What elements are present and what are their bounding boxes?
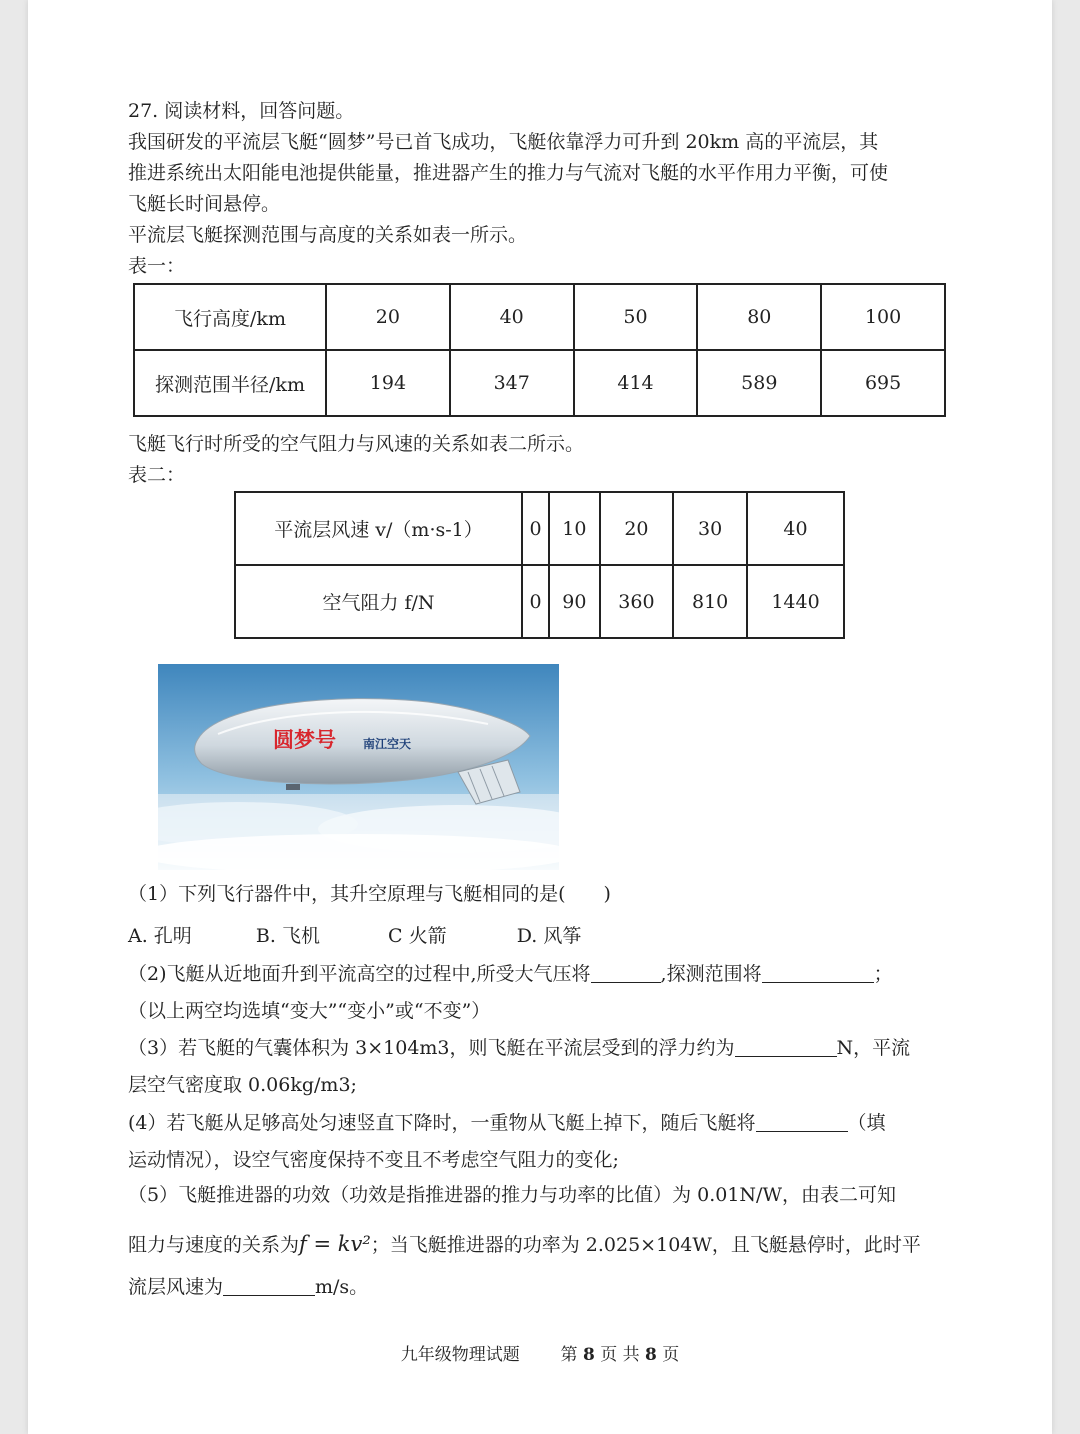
table-cell: 414 xyxy=(574,350,698,416)
table-cell: 0 xyxy=(522,492,549,565)
footer-page-suffix: 页 xyxy=(662,1345,680,1365)
question-5-line-1: （5）飞艇推进器的功效（功效是指推进器的推力与功率的比值）为 0.01N/W，由表二可知 xyxy=(128,1184,896,1206)
question-3-line-2: 层空气密度取 0.06kg/m3; xyxy=(128,1074,357,1096)
question-3 xyxy=(128,1033,910,1064)
question-2 xyxy=(128,959,893,990)
table-row xyxy=(134,350,945,416)
table-wind-resistance xyxy=(234,491,845,639)
question-5-text-d: m/s。 xyxy=(315,1276,369,1298)
question-3-text-a: （3）若飞艇的气囊体积为 3×104m3，则飞艇在平流层受到的浮力约为 xyxy=(128,1037,735,1059)
formula: f = kv² xyxy=(299,1232,371,1256)
table-cell: 194 xyxy=(326,350,450,416)
table-cell: 695 xyxy=(821,350,945,416)
ship-name-text: 圆梦号 xyxy=(273,728,336,752)
question-4-text-b: （填 xyxy=(847,1112,886,1134)
material-line-3: 飞艇长时间悬停。 xyxy=(128,193,281,215)
airship-photo xyxy=(158,664,559,870)
table-cell: 20 xyxy=(326,284,450,350)
table-cell: 1440 xyxy=(747,565,844,638)
question-4-text-a: (4）若飞艇从足够高处匀速竖直下降时，一重物从飞艇上掉下，随后飞艇将 xyxy=(128,1112,756,1134)
question-4-line-2: 运动情况），设空气密度保持不变且不考虑空气阻力的变化; xyxy=(128,1149,619,1171)
table-cell: 80 xyxy=(697,284,821,350)
answer-blank[interactable] xyxy=(223,1275,315,1296)
table-cell: 90 xyxy=(549,565,599,638)
question-title: 27. 阅读材料，回答问题。 xyxy=(128,100,355,122)
exam-page xyxy=(28,0,1052,1434)
question-2-text-a: （2)飞艇从近地面升到平流高空的过程中,所受大气压将 xyxy=(128,963,591,985)
question-5-text-c: 流层风速为 xyxy=(128,1276,224,1298)
question-2-text-b: ,探测范围将 xyxy=(660,963,762,985)
table-cell: 30 xyxy=(673,492,747,565)
page-footer xyxy=(28,1340,1052,1365)
material-line-1: 我国研发的平流层飞艇“圆梦”号已首飞成功，飞艇依靠浮力可升到 20km 高的平流层，其 xyxy=(128,131,879,153)
table-cell: 10 xyxy=(549,492,599,565)
table-header-cell: 探测范围半径/km xyxy=(134,350,326,416)
table-header-cell: 平流层风速 v/（m·s-1） xyxy=(235,492,522,565)
answer-blank[interactable] xyxy=(591,962,661,983)
material-line-5: 飞艇飞行时所受的空气阻力与风速的关系如表二所示。 xyxy=(128,433,585,455)
table-cell: 810 xyxy=(673,565,747,638)
table-cell: 20 xyxy=(600,492,674,565)
table-row xyxy=(134,284,945,350)
ship-brand-text: 南江空天 xyxy=(363,737,412,751)
answer-blank[interactable] xyxy=(735,1036,837,1057)
table2-caption: 表二： xyxy=(128,464,186,486)
question-2-text-c: ； xyxy=(873,963,893,985)
question-5-text-b: ；当飞艇推进器的功率为 2.025×104W，且飞艇悬停时，此时平 xyxy=(370,1234,921,1256)
table-cell: 589 xyxy=(697,350,821,416)
question-3-text-b: N，平流 xyxy=(836,1037,911,1059)
table-altitude-range xyxy=(133,283,946,417)
table1-caption: 表一： xyxy=(128,255,186,277)
answer-blank[interactable] xyxy=(762,962,874,983)
table-cell: 100 xyxy=(821,284,945,350)
option-d: D. 风筝 xyxy=(516,925,582,947)
question-5-text-a: 阻力与速度的关系为 xyxy=(128,1234,300,1256)
material-line-2: 推进系统出太阳能电池提供能量，推进器产生的推力与气流对飞艇的水平作用力平衡，可使 xyxy=(128,162,889,184)
footer-total-pages: 8 xyxy=(645,1345,657,1365)
table-row xyxy=(235,565,844,638)
material-line-4: 平流层飞艇探测范围与高度的关系如表一所示。 xyxy=(128,224,528,246)
table-header-cell: 飞行高度/km xyxy=(134,284,326,350)
footer-page-number: 8 xyxy=(582,1345,595,1365)
table-row xyxy=(235,492,844,565)
table-cell: 40 xyxy=(747,492,844,565)
table-cell: 40 xyxy=(450,284,574,350)
question-5-line-3 xyxy=(128,1272,368,1303)
question-5-line-2 xyxy=(128,1229,921,1261)
table-cell: 50 xyxy=(574,284,698,350)
footer-page-prefix: 第 xyxy=(560,1345,578,1365)
table-cell: 360 xyxy=(600,565,674,638)
footer-page-middle: 页 共 xyxy=(600,1345,640,1365)
question-1: （1）下列飞行器件中，其升空原理与飞艇相同的是( ) xyxy=(128,883,611,905)
option-c: C 火箭 xyxy=(388,925,447,947)
table-header-cell: 空气阻力 f/N xyxy=(235,565,522,638)
table-cell: 0 xyxy=(522,565,549,638)
option-a: A. 孔明 xyxy=(128,925,192,947)
table-cell: 347 xyxy=(450,350,574,416)
question-2-note: （以上两空均选填“变大”“变小”或“不变”） xyxy=(128,1000,491,1022)
question-1-options xyxy=(128,921,581,952)
option-b: B. 飞机 xyxy=(255,925,320,947)
question-4 xyxy=(128,1108,886,1139)
footer-subject: 九年级物理试题 xyxy=(400,1345,520,1365)
answer-blank[interactable] xyxy=(756,1111,848,1132)
